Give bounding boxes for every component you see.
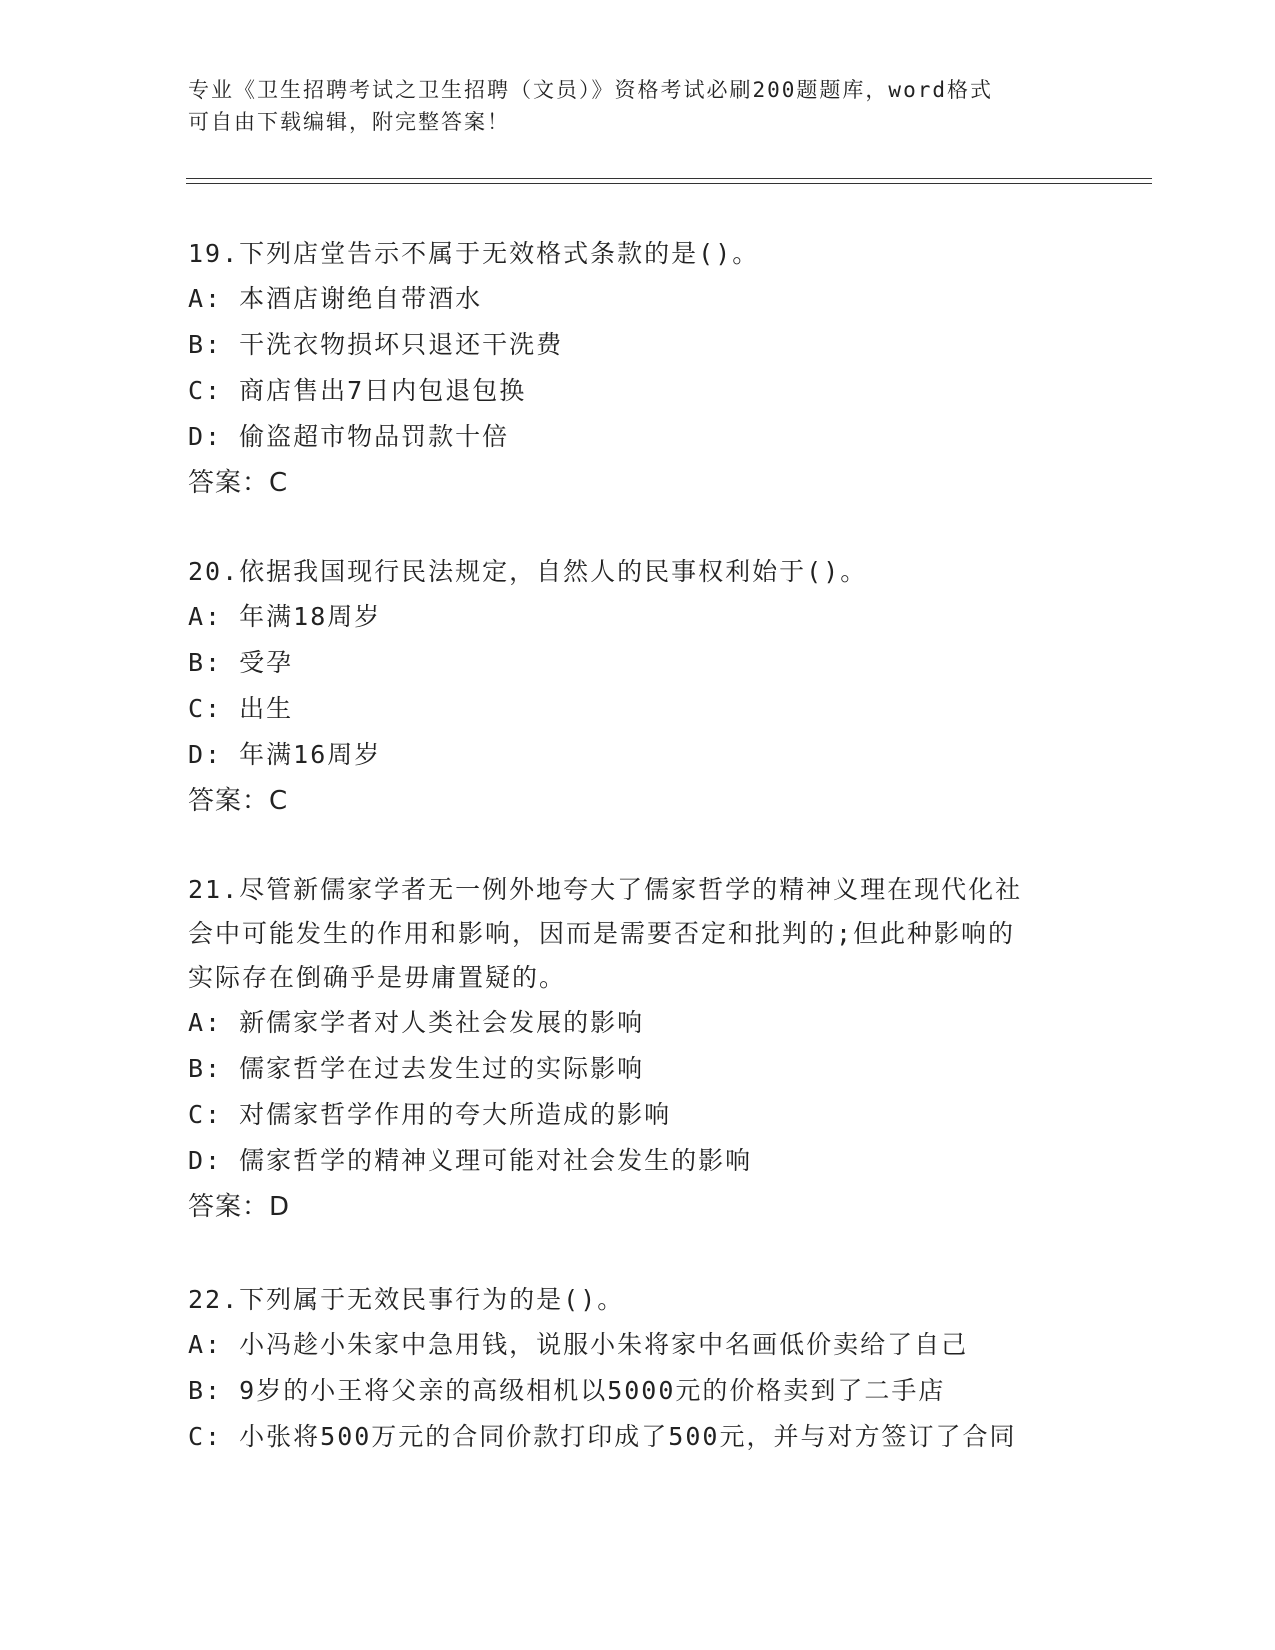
header-line-2: 可自由下载编辑，附完整答案！ xyxy=(188,110,510,134)
option-c: C: 对儒家哲学作用的夸大所造成的影响 xyxy=(188,1100,672,1129)
question-22 xyxy=(188,1278,1088,1460)
option-c: C: 商店售出7日内包退包换 xyxy=(188,376,527,405)
question-stem-line-3: 实际存在倒确乎是毋庸置疑的。 xyxy=(188,963,567,992)
question-stem-line-2: 会中可能发生的作用和影响，因而是需要否定和批判的;但此种影响的 xyxy=(188,919,1016,948)
question-19 xyxy=(188,232,1088,506)
question-21 xyxy=(188,868,1088,1230)
answer-line: 答案：D xyxy=(188,1192,291,1222)
option-a: A: 本酒店谢绝自带酒水 xyxy=(188,284,483,313)
answer-line: 答案：C xyxy=(188,468,289,498)
question-stem: 22.下列属于无效民事行为的是()。 xyxy=(188,1285,625,1314)
option-a: A: 年满18周岁 xyxy=(188,602,382,631)
option-c: C: 小张将500万元的合同价款打印成了500元，并与对方签订了合同 xyxy=(188,1422,1017,1451)
question-stem-line-1: 21.尽管新儒家学者无一例外地夸大了儒家哲学的精神义理在现代化社 xyxy=(188,875,1023,904)
option-c: C: 出生 xyxy=(188,694,294,723)
header-line-1: 专业《卫生招聘考试之卫生招聘（文员）》资格考试必刷200题题库，word格式 xyxy=(188,78,993,102)
option-d: D: 年满16周岁 xyxy=(188,740,382,769)
question-stem: 19.下列店堂告示不属于无效格式条款的是()。 xyxy=(188,239,760,268)
option-b: B: 干洗衣物损坏只退还干洗费 xyxy=(188,330,564,359)
option-a: A: 小冯趁小朱家中急用钱，说服小朱将家中名画低价卖给了自己 xyxy=(188,1330,969,1359)
option-list xyxy=(188,276,1088,460)
option-b: B: 受孕 xyxy=(188,648,294,677)
header-divider-bottom xyxy=(186,183,1152,184)
option-b: B: 9岁的小王将父亲的高级相机以5000元的价格卖到了二手店 xyxy=(188,1376,946,1405)
document-header xyxy=(188,74,1068,138)
question-stem: 20.依据我国现行民法规定，自然人的民事权利始于()。 xyxy=(188,557,868,586)
option-list xyxy=(188,1000,1088,1184)
header-divider-top xyxy=(186,178,1152,179)
option-d: D: 儒家哲学的精神义理可能对社会发生的影响 xyxy=(188,1146,753,1175)
option-b: B: 儒家哲学在过去发生过的实际影响 xyxy=(188,1054,645,1083)
option-a: A: 新儒家学者对人类社会发展的影响 xyxy=(188,1008,645,1037)
option-list xyxy=(188,594,1088,778)
option-d: D: 偷盗超市物品罚款十倍 xyxy=(188,422,510,451)
option-list xyxy=(188,1322,1088,1460)
question-20 xyxy=(188,550,1088,824)
answer-line: 答案：C xyxy=(188,786,289,816)
